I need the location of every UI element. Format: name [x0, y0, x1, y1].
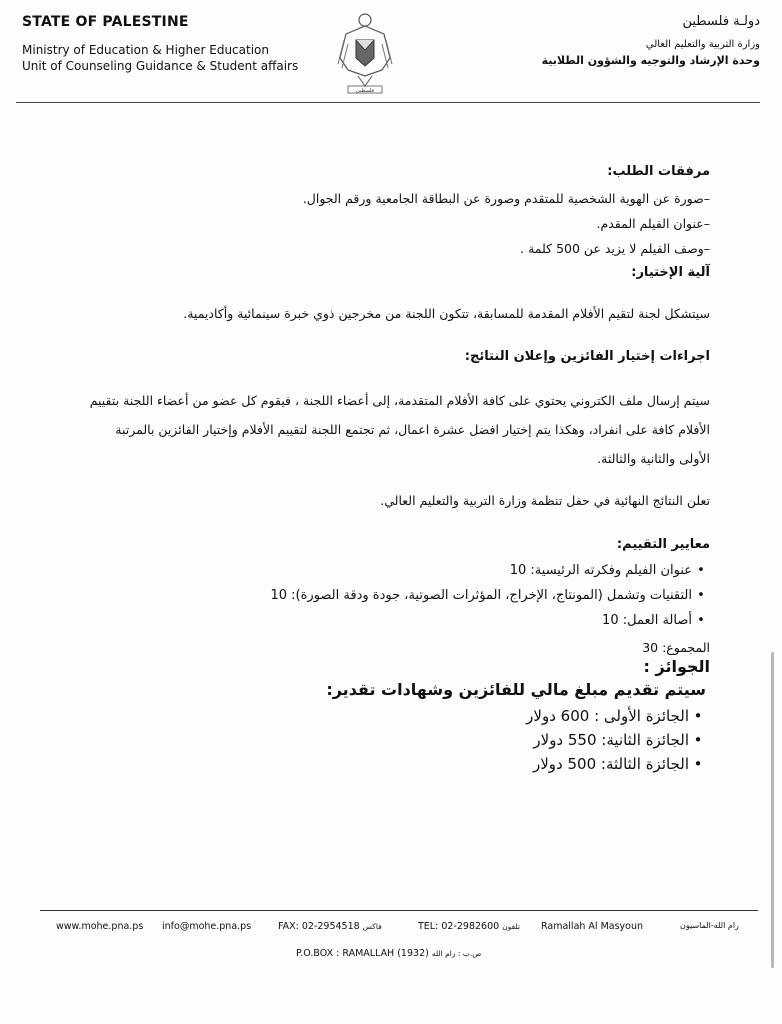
prize-item: • الجائزة الثالثة: 500 دولار: [67, 755, 707, 773]
pobox-en: P.O.BOX : RAMALLAH (1932): [296, 948, 429, 959]
header-english: [22, 14, 312, 74]
footer-pobox: [296, 948, 481, 959]
footer-divider: [40, 910, 758, 911]
attachment-item: –صورة عن الهوية الشخصية للمتقدم وصورة عن البطاقة الجامعية ورقم الجوال.: [302, 191, 710, 206]
criteria-item: • أصالة العمل: 10: [70, 613, 710, 628]
results-text: تعلن النتائج النهائية في حفل تنظمة وزارة التربية والتعليم العالي.: [380, 493, 710, 508]
header-ministry-en: Ministry of Education & Higher Education: [22, 43, 269, 57]
footer-website: www.mohe.pna.ps: [56, 921, 144, 932]
emblem-caption: فلسطين: [356, 88, 374, 94]
palestine-eagle-emblem-icon: [336, 10, 394, 96]
pobox-ar: ص.ب : رام الله: [431, 949, 482, 958]
criteria-item: • عنوان الفيلم وفكرته الرئيسية: 10: [70, 563, 710, 578]
header-unit-ar: وحدة الإرشاد والتوجيه والشؤون الطلابية: [541, 54, 760, 67]
attachment-item: –عنوان الفيلم المقدم.: [596, 216, 710, 231]
fax-number: 02-2954518: [301, 921, 360, 932]
tel-label-ar: تلفون: [502, 922, 520, 931]
header-arabic: [500, 14, 760, 70]
tel-label: TEL:: [418, 921, 439, 932]
header-ministry-ar: وزارة التربية والتعليم العالي: [645, 39, 760, 50]
header-country-en: STATE OF PALESTINE: [22, 14, 189, 30]
tel-number: 02-2982600: [441, 921, 500, 932]
attachments-title: مرفقات الطلب:: [607, 164, 710, 179]
procedures-title: اجراءات إختيار الفائزين وإعلان النتائج:: [464, 349, 710, 364]
mechanism-title: آلية الإختيار:: [631, 265, 710, 280]
footer-city-ar: رام الله-الماسيون: [680, 921, 739, 930]
mechanism-text: سيتشكل لجنة لتقيم الأفلام المقدمة للمسابقة، تتكون اللجنة من مخرجين ذوي خبرة سينمائية وأكاديمية.: [183, 306, 710, 321]
header-divider: [16, 102, 760, 103]
prizes-title: الجوائز :: [643, 657, 710, 676]
fax-label-ar: فاكس: [362, 922, 382, 931]
criteria-title: معايير التقييم:: [616, 537, 710, 552]
prizes-intro: سيتم تقديم مبلغ مالي للفائزين وشهادات تقدير:: [326, 680, 706, 699]
scrollbar-thumb[interactable]: [771, 652, 774, 968]
prize-item: • الجائزة الثانية: 550 دولار: [67, 731, 707, 749]
procedures-line: الأولى والثانية والثالثة.: [597, 451, 710, 466]
footer-city-en: Ramallah Al Masyoun: [541, 921, 644, 932]
prize-item: • الجائزة الأولى : 600 دولار: [67, 707, 707, 725]
header-unit-en: Unit of Counseling Guidance & Student affairs: [22, 59, 299, 73]
fax-label: FAX:: [278, 921, 299, 932]
procedures-line: الأفلام كافة على انفراد، وهكذا يتم إختيار افضل عشرة اعمال، ثم تجتمع اللجنة لتقييم الأفلام وإختيار الفائزين بالمرتبة: [115, 422, 710, 437]
footer-fax: [278, 921, 382, 932]
footer-tel: [418, 921, 520, 932]
criteria-item: • التقنيات وتشمل (المونتاج، الإخراج، المؤثرات الصوتية، جودة ودقة الصورة): 10: [70, 588, 710, 603]
attachment-item: –وصف الفيلم لا يزيد عن 500 كلمة .: [520, 241, 710, 256]
procedures-line: سيتم إرسال ملف الكتروني يحتوي على كافة الأفلام المتقدمة، إلى أعضاء اللجنة ، فيقوم كل عضو من أعضاء اللجنة بتقييم: [89, 393, 710, 408]
header-country-ar: دولـة فلسطين: [682, 14, 760, 29]
footer-email: info@mohe.pna.ps: [162, 921, 252, 932]
criteria-total: المجموع: 30: [642, 640, 710, 655]
